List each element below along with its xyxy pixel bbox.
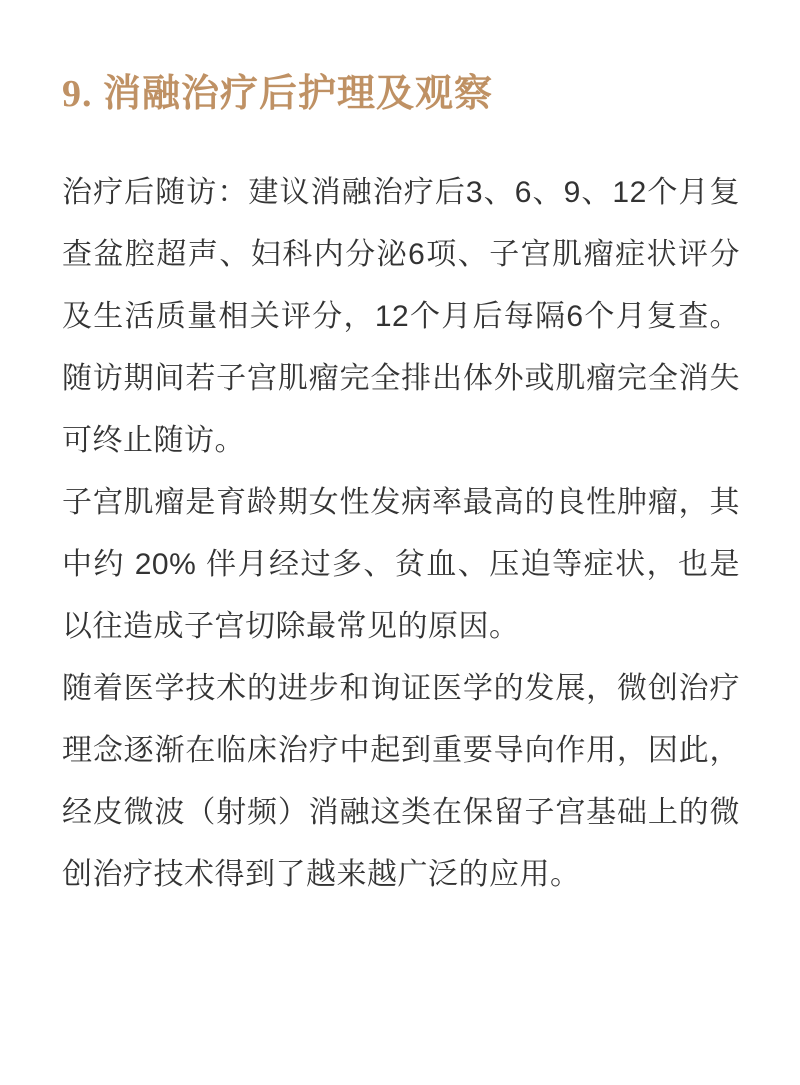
article-body xyxy=(62,162,740,906)
paragraph-followup-plan: 治疗后随访：建议消融治疗后3、6、9、12个月复查盆腔超声、妇科内分泌6项、子宫肌瘤症状评分及生活质量相关评分，12个月后每隔6个月复查。随访期间若子宫肌瘤完全排出体外或肌瘤完全消失可终止随访。 xyxy=(62,175,740,457)
paragraph-fibroid-overview: 子宫肌瘤是育龄期女性发病率最高的良性肿瘤，其中约 20% 伴月经过多、贫血、压迫等症状，也是以往造成子宫切除最常见的原因。 xyxy=(62,485,740,643)
page-title: 9. 消融治疗后护理及观察 xyxy=(62,73,494,115)
paragraph-minimally-invasive-trend: 随着医学技术的进步和询证医学的发展，微创治疗理念逐渐在临床治疗中起到重要导向作用，因此，经皮微波（射频）消融这类在保留子宫基础上的微创治疗技术得到了越来越广泛的应用。 xyxy=(62,671,740,891)
